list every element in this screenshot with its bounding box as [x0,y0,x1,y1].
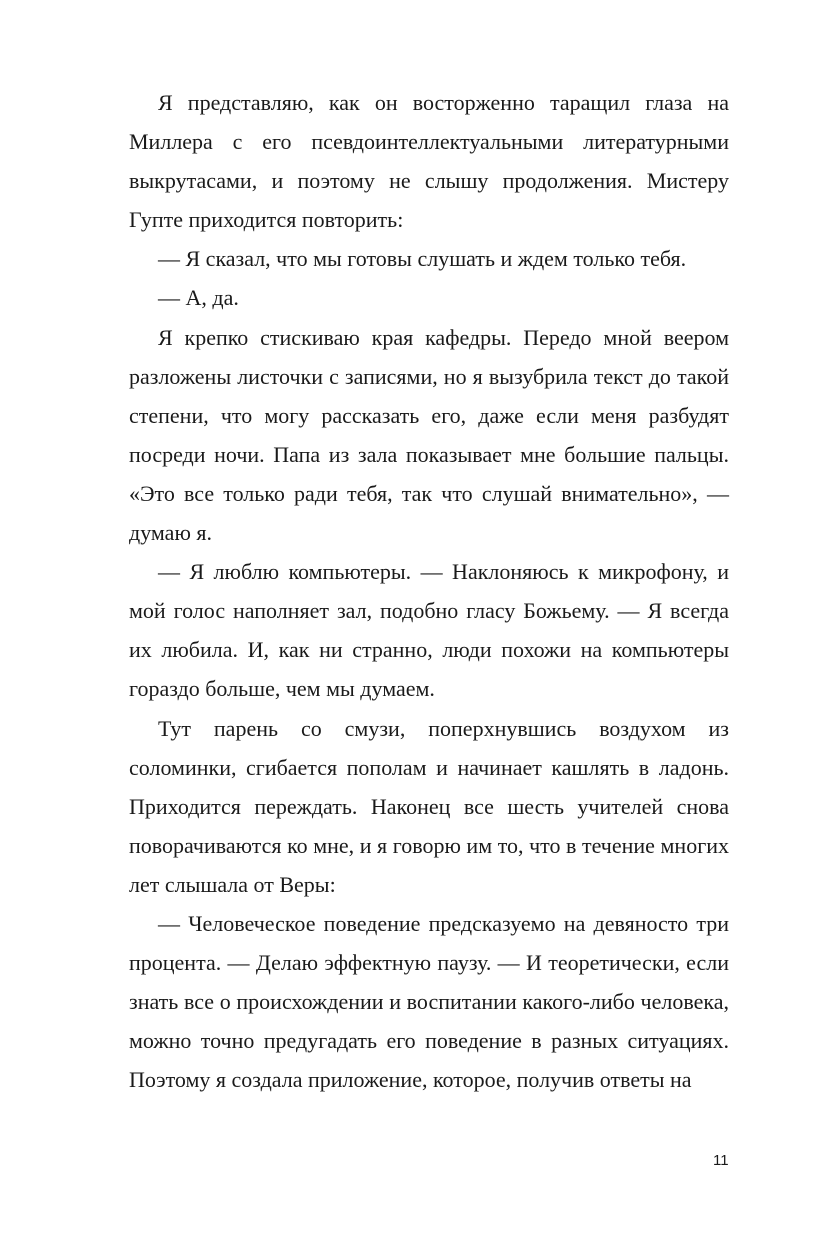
paragraph-3-dialogue: — А, да. [158,285,239,311]
paragraph-5-dialogue: — Я люблю компьютеры. — Наклоняюсь к микрофону, и мой голос наполняет зал, подобно гласу Божьему. — Я всегда их любила. И, как ни странно, люди похожи на компьютеры гораздо больше, чем мы думаем. [129,559,729,702]
paragraph-6: Тут парень со смузи, поперхнувшись воздухом из соломинки, сгибается пополам и начинает кашлять в ладонь. Приходится переждать. Наконец все шесть учителей снова поворачиваются ко мне, и я говорю им то, что в течение многих лет слышала от Веры: [129,715,729,897]
paragraph-7-dialogue: — Человеческое поведение предсказуемо на девяносто три процента. — Делаю эффектную паузу. — И теоретически, если знать все о происхождении и воспитании какого-либо человека, можно точно предугадать его поведение в разных ситуациях. Поэтому я создала приложение, которое, получив ответы на [129,910,729,1093]
paragraph-2-dialogue: — Я сказал, что мы готовы слушать и ждем только тебя. [158,246,687,272]
page-body [129,83,729,1099]
paragraph-4: Я крепко стискиваю края кафедры. Передо мной веером разложены листочки с записями, но я вызубрила текст до такой степени, что могу рассказать его, даже если меня разбудят посреди ночи. Папа из зала показывает мне большие пальцы. «Это все только ради тебя, так что слушай внимательно», — думаю я. [129,324,729,546]
page-number: 11 [713,1152,729,1169]
paragraph-1: Я представляю, как он восторженно таращил глаза на Миллера с его псевдоинтеллектуальными литературными выкрутасами, и поэтому не слышу продолжения. Мистеру Гупте приходится повторить: [129,90,729,233]
